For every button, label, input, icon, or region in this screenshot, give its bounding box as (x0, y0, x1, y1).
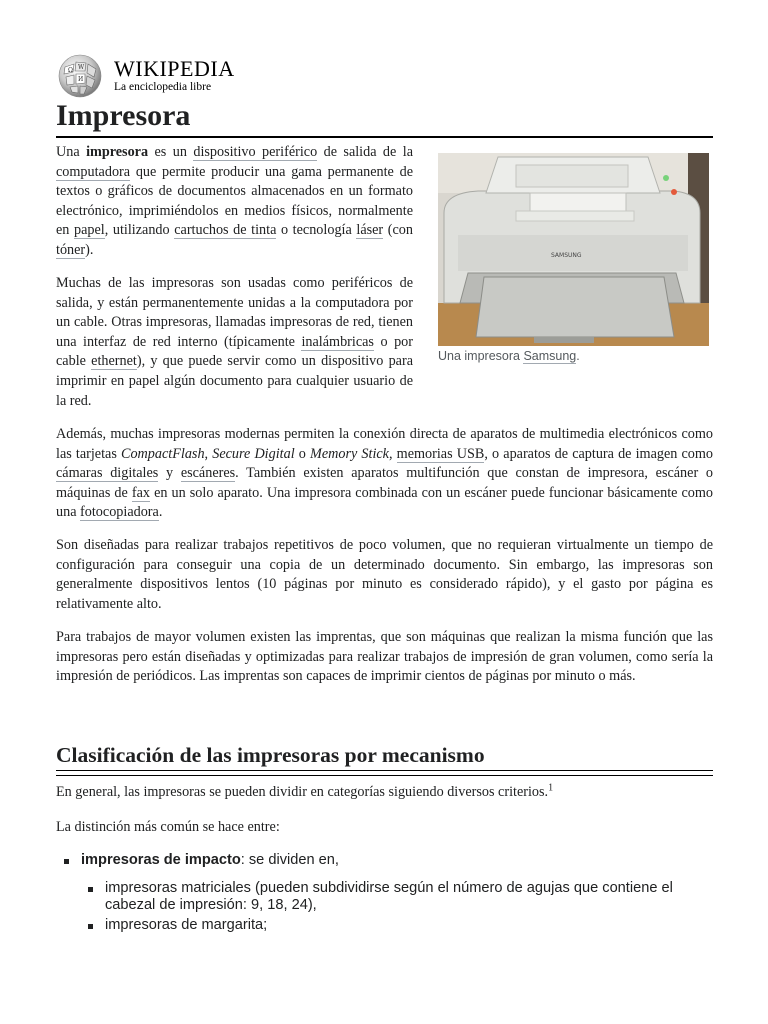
mechanism-list (64, 852, 713, 937)
intro-paragraph: Una impresora es un dispositivo periférico de salida de la computadora que permite producir una gama permanente de textos o gráficos de documentos almacenados en un formato electrónico, imprimiéndolos en medios físicos, normalmente en papel, utilizando cartuchos de tinta o tecnología láser (con tóner). (56, 144, 413, 258)
memory-stick-term: Memory Stick (310, 445, 389, 462)
impact-printers-term: impresoras de impacto (81, 852, 241, 868)
bold-term: impresora (86, 144, 149, 160)
link-ethernet[interactable]: ethernet (91, 353, 137, 370)
figure-caption: Una impresora Samsung. (438, 349, 580, 363)
compactflash-term: CompactFlash (121, 445, 205, 462)
wikipedia-header (56, 52, 235, 100)
impact-sublist (64, 880, 713, 934)
printer-figure (438, 153, 710, 363)
link-inalambricas[interactable]: inalámbricas (301, 333, 374, 350)
svg-text:Ω: Ω (68, 67, 73, 74)
section-heading-clasificacion: Clasificación de las impresoras por mecanismo (56, 741, 713, 771)
link-camaras-digitales[interactable]: cámaras digitales (56, 465, 159, 482)
link-memorias-usb[interactable]: memorias USB (396, 445, 485, 462)
distinction-paragraph: La distinción más común se hace entre: (56, 819, 280, 835)
printer-brand-label: SAMSUNG (551, 252, 582, 259)
imprentas-paragraph: Para trabajos de mayor volumen existen las imprentas, que son máquinas que realizan la misma función que las impresoras pero están diseñadas y optimizadas para realizar trabajos de impresión de gran volumen, como sería la impresión de periódicos. Las imprentas son capaces de imprimir cientos de páginas por minuto o más. (56, 629, 713, 685)
reference-link[interactable]: 1 (548, 782, 554, 794)
multimedia-paragraph: Además, muchas impresoras modernas permiten la conexión directa de aparatos de multimedia electrónicos como las tarjetas CompactFlash, Secure Digital o Memory Stick, memorias USB, o aparatos de captura de imagen como cámaras digitales y escáneres. También existen aparatos multifunción que constan de impresora, escáner o máquinas de fax en un solo aparato. Una impresora combinada con un escáner puede funcionar básicamente como una fotocopiadora. (56, 426, 714, 521)
link-fax[interactable]: fax (131, 484, 151, 501)
link-escaneres[interactable]: escáneres (180, 465, 236, 482)
criteria-paragraph: En general, las impresoras se pueden dividir en categorías siguiendo diversos criterios.$^1$ (56, 782, 554, 800)
wikipedia-globe-icon (56, 53, 104, 99)
network-printers-paragraph: Muchas de las impresoras son usadas como periféricos de salida, y están permanentemente unidas a la computadora por un cable. Otras impresoras, llamadas impresoras de red, tienen una interfaz de red interno (típicamente inalámbricas o por cable ethernet), y que puede servir como un dispositivo para imprimir en papel algún documento para cualquier usuario de la red. (56, 275, 413, 409)
list-item: impresoras matriciales (pueden subdividirse según el número de agujas que contiene el cabezal de impresión: 9, 18, 24), (88, 880, 713, 914)
svg-text:И: И (78, 76, 84, 83)
section-divider (56, 775, 713, 776)
printer-photo[interactable] (438, 153, 709, 346)
wordmark (114, 58, 235, 94)
wordmark-tagline: La enciclopedia libre (114, 81, 212, 93)
link-papel[interactable]: papel (74, 222, 105, 239)
link-laser[interactable]: láser (356, 222, 384, 239)
link-fotocopiadora[interactable]: fotocopiadora (80, 504, 159, 521)
secure-digital-term: Secure Digital (212, 445, 295, 462)
design-paragraph: Son diseñadas para realizar trabajos repetitivos de poco volumen, que no requieran virtualmente un tiempo de configuración para conseguir una copia de un determinado documento. Sin embargo, las impresoras son generalmente dispositivos lentos (10 páginas por minuto es considerado rápido), y el gasto por página es relativamente alto. (56, 537, 713, 612)
link-samsung[interactable]: Samsung (523, 349, 577, 363)
list-item: impresoras de margarita; (88, 917, 713, 934)
svg-text:W: W (78, 64, 85, 71)
wordmark-title: WIKIPEDIA (114, 56, 235, 81)
link-toner[interactable]: tóner (56, 241, 86, 258)
link-computadora[interactable]: computadora (56, 163, 131, 180)
list-item: impresoras de impacto: se dividen en, (64, 852, 713, 869)
link-cartuchos-de-tinta[interactable]: cartuchos de tinta (174, 222, 277, 239)
page-title: Impresora (56, 96, 713, 138)
link-dispositivo-periferico[interactable]: dispositivo periférico (193, 144, 318, 160)
